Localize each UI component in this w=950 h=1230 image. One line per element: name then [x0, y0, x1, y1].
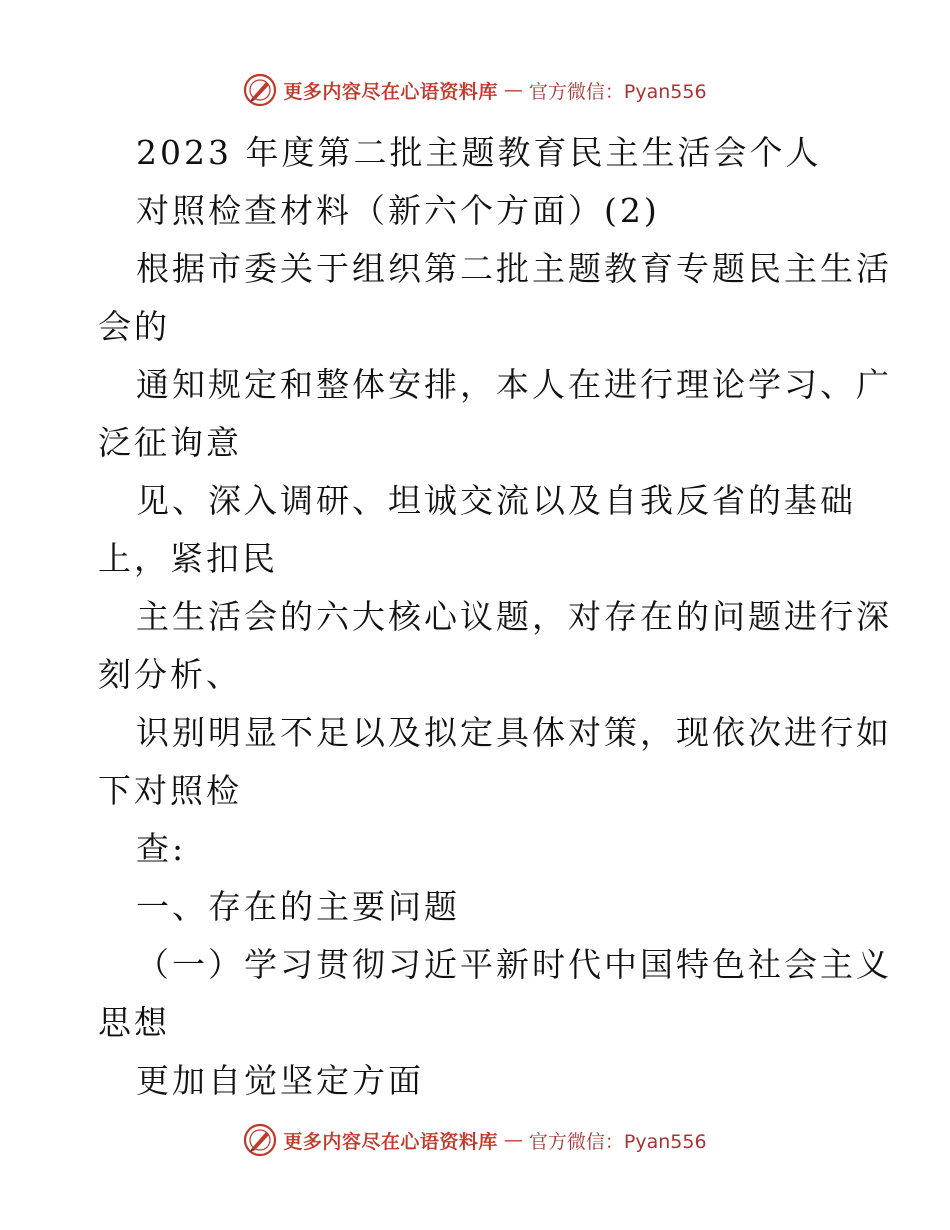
paragraph-line: 见、深入调研、坦诚交流以及自我反省的基础 [136, 481, 856, 520]
paragraph-line: 根据市委关于组织第二批主题教育专题民主生活 [136, 249, 892, 288]
paragraph-line: 刻分析、 [98, 655, 242, 694]
watermark-contact-text: 官方微信：Pyan556 [528, 1130, 707, 1153]
watermark-contact-text: 官方微信：Pyan556 [528, 80, 707, 103]
paragraph-line: 会的 [98, 307, 170, 346]
quill-pen-seal-icon [243, 1123, 277, 1157]
watermark-separator: — [503, 79, 523, 101]
paragraph-line: 泛征询意 [98, 423, 242, 462]
doc-title-line-1: 2023 年度第二批主题教育民主生活会个人 [136, 133, 822, 172]
paragraph-line: 主生活会的六大核心议题，对存在的问题进行深 [136, 597, 892, 636]
document-body [98, 124, 892, 1110]
paragraph-line: 下对照检 [98, 771, 242, 810]
watermark-separator: — [503, 1129, 523, 1151]
header-watermark [0, 70, 950, 110]
watermark-main-text: 更多内容尽在心语资料库 [283, 80, 498, 103]
section-heading: 一、存在的主要问题 [136, 887, 460, 926]
watermark-main-text: 更多内容尽在心语资料库 [283, 1130, 498, 1153]
subsection-heading-continued: 思想 [98, 1003, 170, 1042]
subsection-heading: （一）学习贯彻习近平新时代中国特色社会主义 [136, 945, 892, 984]
paragraph-line: 通知规定和整体安排，本人在进行理论学习、广 [136, 365, 892, 404]
quill-pen-seal-icon [243, 73, 277, 107]
paragraph-line: 识别明显不足以及拟定具体对策，现依次进行如 [136, 713, 892, 752]
paragraph-line: 查: [136, 829, 187, 868]
paragraph-line: 上，紧扣民 [98, 539, 278, 578]
footer-watermark [0, 1120, 950, 1160]
doc-title-line-2: 对照检查材料（新六个方面）(2) [136, 191, 660, 230]
subsection-heading-continued: 更加自觉坚定方面 [136, 1061, 424, 1100]
